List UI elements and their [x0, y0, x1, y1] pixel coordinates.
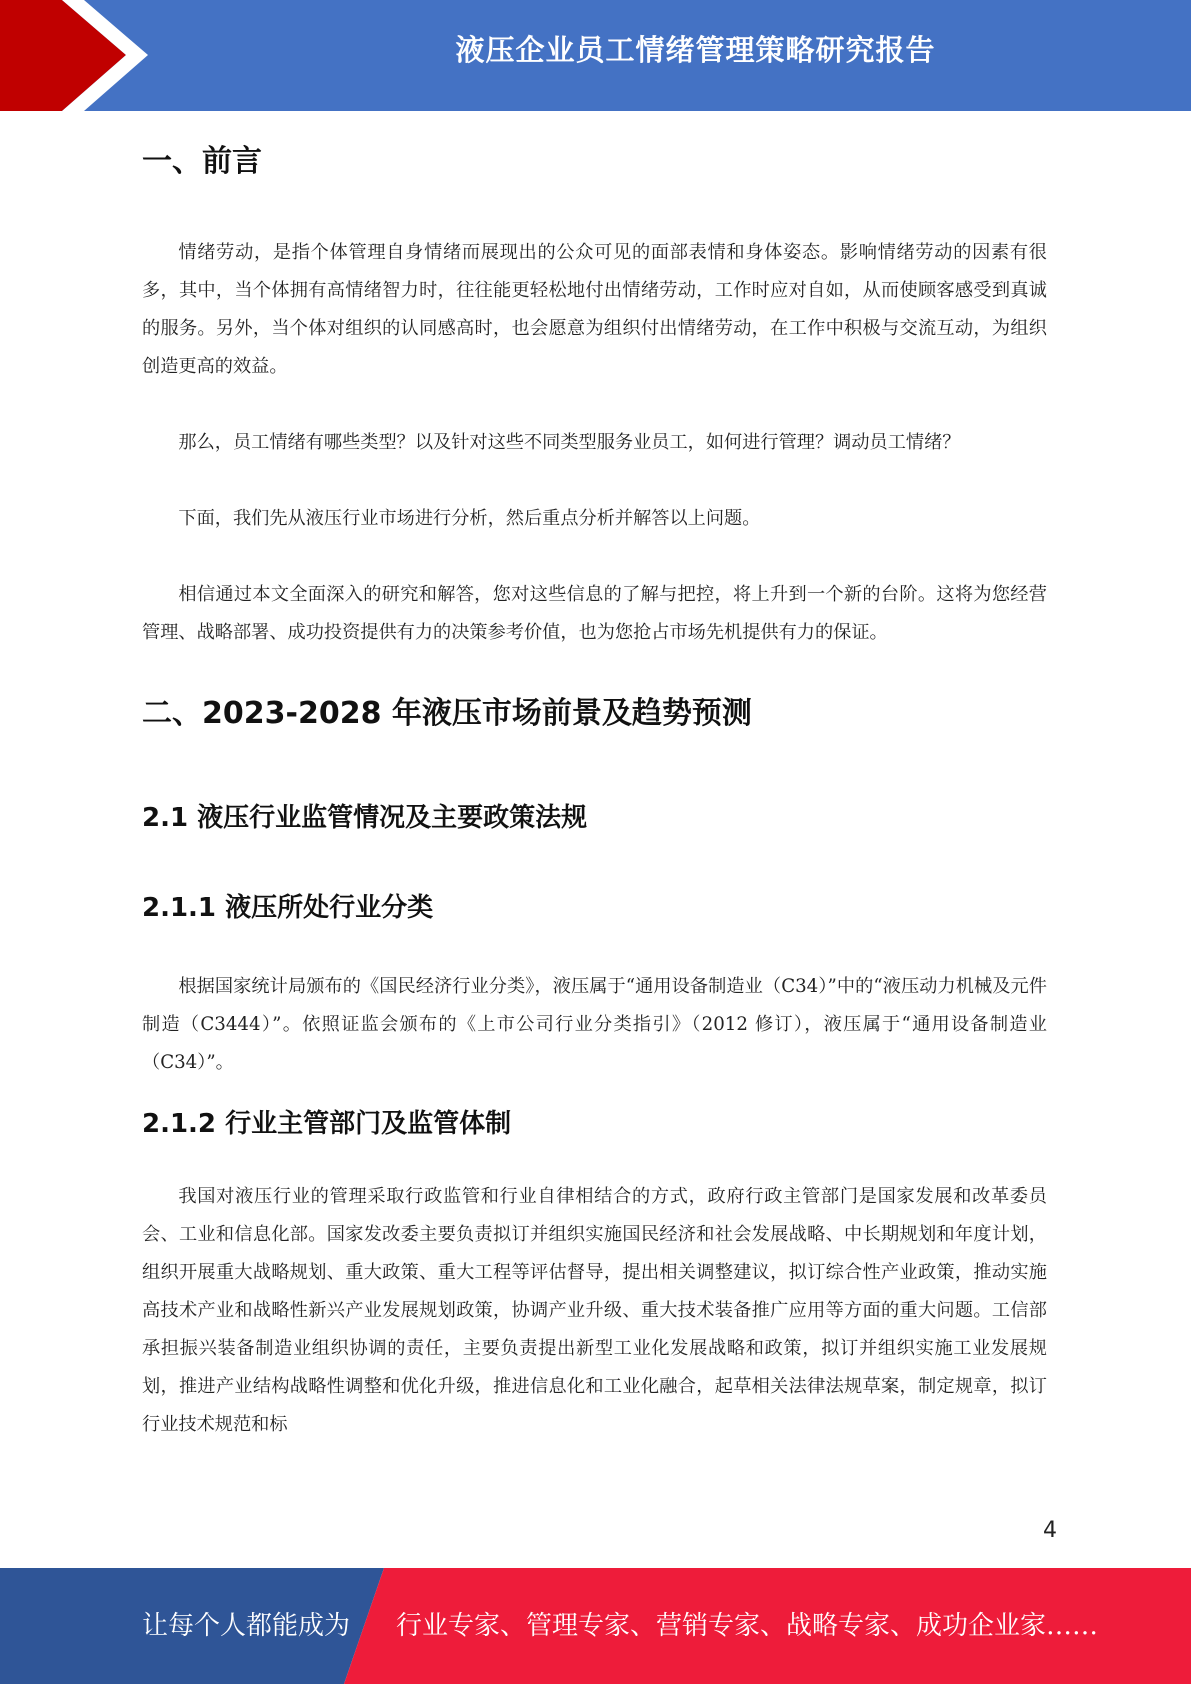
paragraph: 根据国家统计局颁布的《国民经济行业分类》，液压属于“通用设备制造业（C34）”中的“液压动力机械及元件制造（C3444）”。依照证监会颁布的《上市公司行业分类指引》（2012 修订），液压属于“通用设备制造业（C34）”。	[142, 976, 1047, 1073]
document-body	[142, 130, 1047, 1444]
subsection-heading-supervision: 2.1.2 行业主管部门及监管体制	[142, 1109, 512, 1139]
page-number: 4	[1043, 1518, 1057, 1543]
footer-banner	[0, 1568, 1191, 1684]
footer-slogan-left: 让每个人都能成为	[142, 1611, 351, 1641]
paragraph: 那么，员工情绪有哪些类型？以及针对这些不同类型服务业员工，如何进行管理？调动员工情绪？	[178, 432, 961, 453]
header-arrow-decoration	[0, 0, 160, 111]
section-heading-forecast: 二、2023-2028 年液压市场前景及趋势预测	[142, 696, 752, 731]
paragraph: 我国对液压行业的管理采取行政监管和行业自律相结合的方式，政府行政主管部门是国家发展和改革委员会、工业和信息化部。国家发改委主要负责拟订并组织实施国民经济和社会发展战略、中长期规划和年度计划，组织开展重大战略规划、重大政策、重大工程等评估督导，提出相关调整建议，拟订综合性产业政策，推动实施高技术产业和战略性新兴产业发展规划政策，协调产业升级、重大技术装备推广应用等方面的重大问题。工信部承担振兴装备制造业组织协调的责任，主要负责提出新型工业化发展战略和政策，拟订并组织实施工业发展规划，推进产业结构战略性调整和优化升级，推进信息化和工业化融合，起草相关法律法规草案，制定规章，拟订行业技术规范和标	[142, 1186, 1047, 1435]
report-title: 液压企业员工情绪管理策略研究报告	[455, 33, 936, 67]
paragraph: 相信通过本文全面深入的研究和解答，您对这些信息的了解与把控，将上升到一个新的台阶。这将为您经营管理、战略部署、成功投资提供有力的决策参考价值，也为您抢占市场先机提供有力的保证。	[142, 584, 1047, 643]
paragraph: 情绪劳动，是指个体管理自身情绪而展现出的公众可见的面部表情和身体姿态。影响情绪劳动的因素有很多，其中，当个体拥有高情绪智力时，往往能更轻松地付出情绪劳动，工作时应对自如，从而使顾客感受到真诚的服务。另外，当个体对组织的认同感高时，也会愿意为组织付出情绪劳动，在工作中积极与交流互动，为组织创造更高的效益。	[142, 242, 1047, 377]
footer-slogan-right: 行业专家、管理专家、营销专家、战略专家、成功企业家……	[396, 1611, 1099, 1641]
section-heading-preface: 一、前言	[142, 144, 262, 179]
subsection-heading-classification: 2.1.1 液压所处行业分类	[142, 893, 434, 923]
header-banner	[0, 0, 1191, 111]
paragraph: 下面，我们先从液压行业市场进行分析，然后重点分析并解答以上问题。	[178, 508, 761, 529]
subsection-heading-regulation: 2.1 液压行业监管情况及主要政策法规	[142, 803, 588, 833]
